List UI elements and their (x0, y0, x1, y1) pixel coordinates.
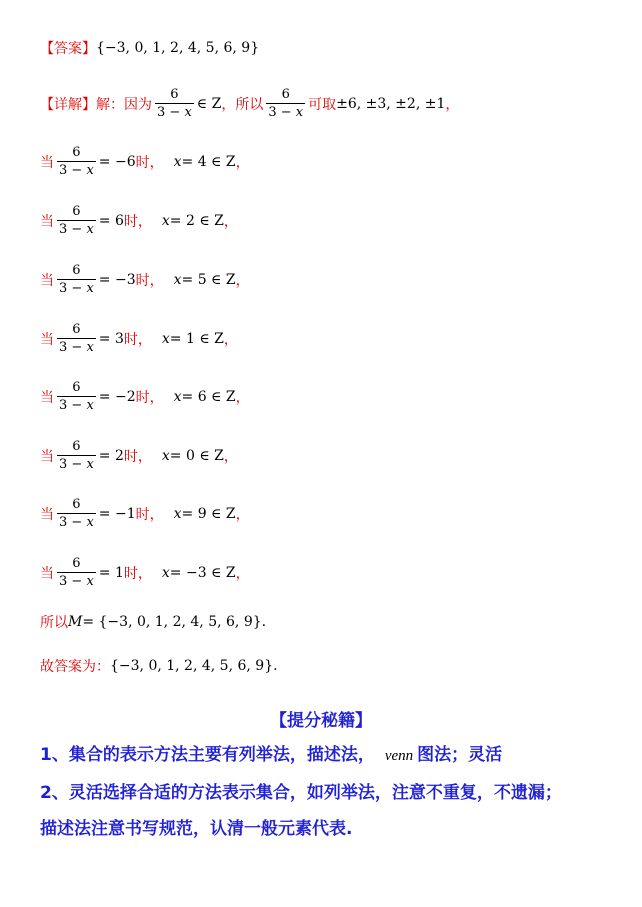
conclusion-var: M (68, 614, 83, 630)
case-line (40, 323, 238, 354)
den-pre: 3 − (59, 163, 87, 178)
case-line (40, 205, 238, 236)
detail-intro2: ，所以 (221, 96, 264, 113)
den-pre: 3 − (59, 398, 87, 413)
case-x-eq: = −3 ∈ Z (169, 564, 236, 581)
case-end: ， (235, 506, 250, 523)
case-end: ， (235, 154, 250, 171)
case-x: x (173, 153, 182, 170)
case-shi: 时， (123, 213, 152, 230)
fraction-numerator: 6 (72, 145, 81, 160)
tips-title: 【提分秘籍】 (270, 711, 372, 731)
case-fraction (57, 440, 96, 471)
den-pre: 3 − (59, 574, 87, 589)
case-line (40, 557, 250, 588)
fraction-denominator (57, 161, 96, 177)
case-when: 当 (40, 389, 54, 406)
fraction-denominator (155, 103, 194, 119)
fraction-denominator (57, 220, 96, 236)
case-line (40, 440, 238, 471)
case-end: ， (223, 213, 238, 230)
case-x: x (161, 330, 170, 347)
case-when: 当 (40, 565, 54, 582)
conclusion-line (40, 612, 266, 632)
fraction-numerator: 6 (281, 87, 290, 102)
case-eq: = 6 (98, 212, 124, 229)
den-var: x (86, 574, 94, 589)
case-shi: 时， (135, 506, 164, 523)
case-eq: = −6 (98, 153, 136, 170)
case-shi: 时， (123, 565, 152, 582)
case-when: 当 (40, 506, 54, 523)
case-fraction (57, 264, 96, 295)
tip-line-1-post: 图法；灵活 (417, 745, 503, 765)
den-var: x (86, 340, 94, 355)
case-when: 当 (40, 272, 54, 289)
conclusion-label: 所以 (40, 615, 68, 631)
case-x: x (161, 564, 170, 581)
case-end: ， (235, 389, 250, 406)
detail-line (40, 88, 459, 119)
tip-line-2: 2、灵活选择合适的方法表示集合，如列举法，注意不重复，不遗漏； (40, 783, 562, 803)
den-pre: 3 − (268, 105, 296, 120)
case-x: x (161, 447, 170, 464)
tip-line-3: 描述法注意书写规范，认清一般元素代表. (40, 819, 353, 839)
case-fraction (57, 557, 96, 588)
case-line (40, 264, 250, 295)
den-var: x (295, 105, 304, 120)
fraction-denominator (57, 455, 96, 471)
tip-venn: venn (384, 748, 414, 764)
fraction-denominator (57, 396, 96, 412)
case-eq: = 2 (98, 447, 124, 464)
fraction-numerator: 6 (170, 87, 179, 102)
fraction-denominator (57, 279, 96, 295)
case-x-eq: = 5 ∈ Z (181, 271, 236, 288)
case-x: x (173, 388, 182, 405)
detail-intro3: 可取 (308, 96, 337, 113)
case-x-eq: = 9 ∈ Z (181, 505, 236, 522)
den-var: x (86, 281, 94, 296)
final-end: . (273, 658, 278, 674)
den-var: x (184, 105, 192, 120)
den-pre: 3 − (59, 281, 87, 296)
case-eq: = −2 (98, 388, 136, 405)
case-eq: = 1 (98, 564, 124, 581)
case-eq: = 3 (98, 330, 124, 347)
fraction-denominator (57, 338, 96, 354)
conclusion-set: = {−3, 0, 1, 2, 4, 5, 6, 9} (82, 614, 262, 630)
case-when: 当 (40, 213, 54, 230)
tip-line-1-pre: 1、集合的表示方法主要有列举法，描述法， (40, 745, 375, 765)
den-pre: 3 − (59, 515, 87, 530)
case-fraction (57, 323, 96, 354)
case-line (40, 498, 250, 529)
case-fraction (57, 498, 96, 529)
case-x: x (173, 271, 182, 288)
fraction-numerator: 6 (72, 204, 81, 219)
den-pre: 3 − (157, 105, 185, 120)
case-eq: = −1 (98, 505, 136, 522)
final-set: {−3, 0, 1, 2, 4, 5, 6, 9} (110, 658, 274, 674)
final-label: 故答案为： (40, 659, 110, 675)
answer-set: {−3, 0, 1, 2, 4, 5, 6, 9} (96, 40, 260, 56)
fraction-numerator: 6 (72, 439, 81, 454)
detail-tail: ， (445, 96, 460, 113)
detail-values: ±6, ±3, ±2, ±1 (336, 95, 446, 112)
den-pre: 3 − (59, 340, 87, 355)
den-var: x (86, 163, 94, 178)
case-fraction (57, 381, 96, 412)
conclusion-end: . (261, 614, 267, 630)
case-fraction (57, 146, 96, 177)
detail-intro1: 解：因为 (96, 96, 152, 113)
den-var: x (86, 457, 94, 472)
case-when: 当 (40, 448, 54, 465)
case-x: x (161, 212, 170, 229)
case-end: ， (235, 565, 250, 582)
case-x: x (173, 505, 182, 522)
final-line (40, 656, 278, 676)
case-x-eq: = 6 ∈ Z (181, 388, 236, 405)
tip-line-1 (40, 740, 502, 765)
case-eq: = −3 (98, 271, 136, 288)
case-fraction (57, 205, 96, 236)
den-var: x (86, 515, 94, 530)
answer-line (40, 38, 259, 58)
den-pre: 3 − (59, 457, 87, 472)
case-shi: 时， (135, 154, 164, 171)
case-x-eq: = 4 ∈ Z (181, 153, 236, 170)
case-x-eq: = 1 ∈ Z (169, 330, 224, 347)
case-x-eq: = 0 ∈ Z (169, 447, 224, 464)
detail-label: 【详解】 (40, 96, 96, 113)
den-var: x (86, 222, 94, 237)
case-end: ， (223, 331, 238, 348)
fraction-numerator: 6 (72, 380, 81, 395)
case-shi: 时， (135, 272, 164, 289)
detail-fraction-1 (155, 88, 194, 119)
case-when: 当 (40, 154, 54, 171)
fraction-numerator: 6 (72, 322, 81, 337)
case-end: ， (223, 448, 238, 465)
case-shi: 时， (123, 448, 152, 465)
fraction-denominator (57, 513, 96, 529)
fraction-numerator: 6 (72, 263, 81, 278)
answer-label: 【答案】 (40, 41, 96, 57)
case-end: ， (235, 272, 250, 289)
case-shi: 时， (135, 389, 164, 406)
fraction-numerator: 6 (72, 556, 81, 571)
case-when: 当 (40, 331, 54, 348)
fraction-denominator (57, 572, 96, 588)
case-line (40, 381, 250, 412)
den-var: x (86, 398, 94, 413)
case-line (40, 146, 250, 177)
den-pre: 3 − (59, 222, 87, 237)
detail-fraction-2 (266, 88, 305, 119)
detail-in-z: ∈ Z (196, 95, 222, 112)
case-x-eq: = 2 ∈ Z (169, 212, 224, 229)
fraction-numerator: 6 (72, 497, 81, 512)
case-shi: 时， (123, 331, 152, 348)
fraction-denominator (266, 103, 305, 119)
